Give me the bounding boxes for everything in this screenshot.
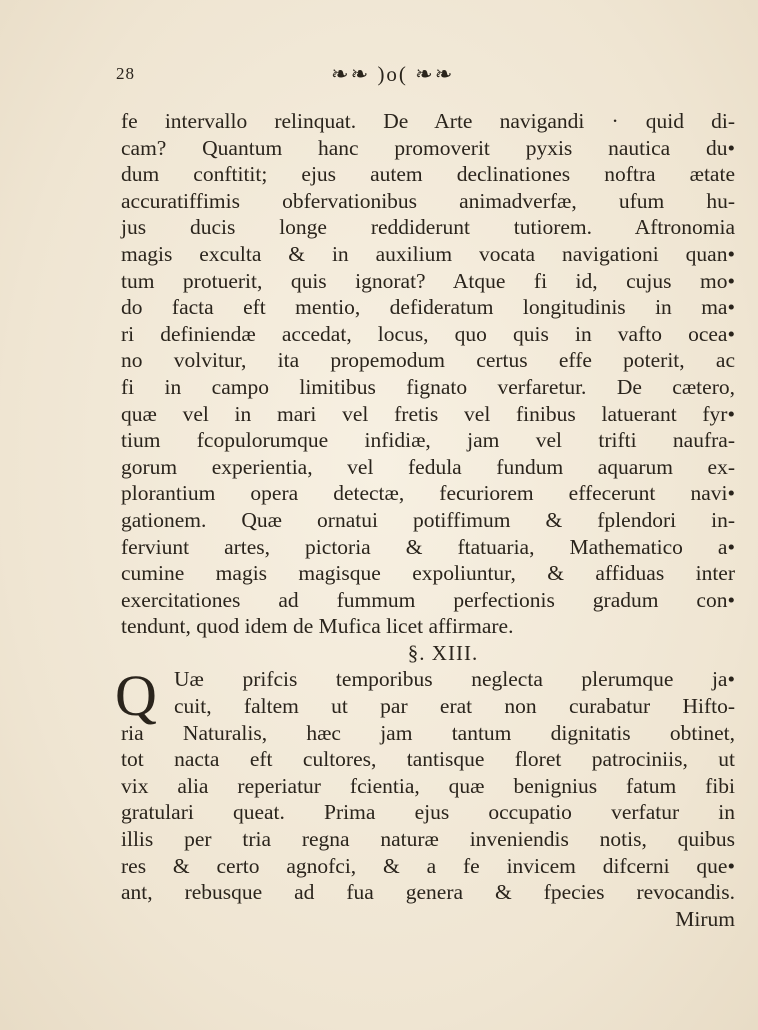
text-line: tum protuerit, quis ignorat? Atque fi id, cujus mo•	[121, 268, 735, 293]
body-text	[115, 108, 735, 932]
text-line: cumine magis magisque expoliuntur, & affiduas inter	[121, 561, 735, 586]
text-line: cam? Quantum hanc promoverit pyxis nautica du•	[121, 135, 735, 160]
text-line: accuratiffimis obfervationibus animadverfæ, ufum hu-	[121, 188, 735, 213]
text-line: ri definiendæ accedat, locus, quo quis in vafto ocea•	[121, 321, 735, 346]
header-ornament: ❧❧ )o( ❧❧	[331, 62, 455, 86]
text-line: gationem. Quæ ornatui potiffimum & fplendori in-	[121, 507, 735, 532]
page-number: 28	[116, 64, 135, 83]
text-line: ferviunt artes, pictoria & ftatuaria, Mathematico a•	[121, 534, 735, 559]
paragraph-historia-naturalis	[115, 663, 735, 905]
text-line: vix alia reperiatur fcientia, quæ benignius fatum fibi	[121, 773, 735, 798]
paragraph-continuation	[121, 720, 735, 906]
text-line: tot nacta eft cultores, tantisque floret patrociniis, ut	[121, 747, 735, 772]
text-line: res & certo agnofci, & a fe invicem difcerni que•	[121, 853, 735, 878]
text-line: do facta eft mentio, defideratum longitudinis in ma•	[121, 295, 735, 320]
drop-cap: Q	[115, 663, 157, 729]
text-line: plorantium opera detectæ, fecuriorem effecerunt navi•	[121, 481, 735, 506]
text-line: tium fcopulorumque infidiæ, jam vel trifti naufra-	[121, 428, 735, 453]
text-line: gorum experientia, vel fedula fundum aquarum ex-	[121, 454, 735, 479]
text-line: illis per tria regna naturæ inveniendis notis, quibus	[121, 827, 735, 852]
running-header	[116, 62, 728, 92]
text-line: quæ vel in mari vel fretis vel finibus latuerant fyr•	[121, 401, 735, 426]
paragraph-arte-navigandi	[121, 108, 735, 640]
text-line: tendunt, quod idem de Mufica licet affirmare.	[121, 614, 514, 639]
text-line: exercitationes ad fummum perfectionis gradum con•	[121, 587, 735, 612]
text-line: Uæ prifcis temporibus neglecta plerumque ja•	[174, 667, 735, 692]
section-heading: §. XIII.	[407, 640, 479, 665]
text-line: fe intervallo relinquat. De Arte navigandi · quid di-	[121, 109, 735, 133]
text-line: magis exculta & in auxilium vocata navigationi quan•	[121, 241, 735, 266]
drop-cap-lines	[121, 666, 735, 719]
text-line: cuit, faltem ut par erat non curabatur Hifto-	[174, 694, 735, 719]
text-line: gratulari queat. Prima ejus occupatio verfatur in	[121, 800, 735, 825]
text-line: no volvitur, ita propemodum certus effe poterit, ac	[121, 348, 735, 373]
text-line: ant, rebusque ad fua genera & fpecies revocandis.	[121, 880, 735, 905]
text-line: dum conftitit; ejus autem declinationes noftra ætate	[121, 162, 735, 187]
text-line: fi in campo limitibus fignato verfaretur. De cætero,	[121, 374, 735, 399]
text-line: ria Naturalis, hæc jam tantum dignitatis obtinet,	[121, 720, 735, 745]
text-line: jus ducis longe reddiderunt tutiorem. Aftronomia	[121, 215, 735, 240]
catchword: Mirum	[675, 906, 735, 931]
